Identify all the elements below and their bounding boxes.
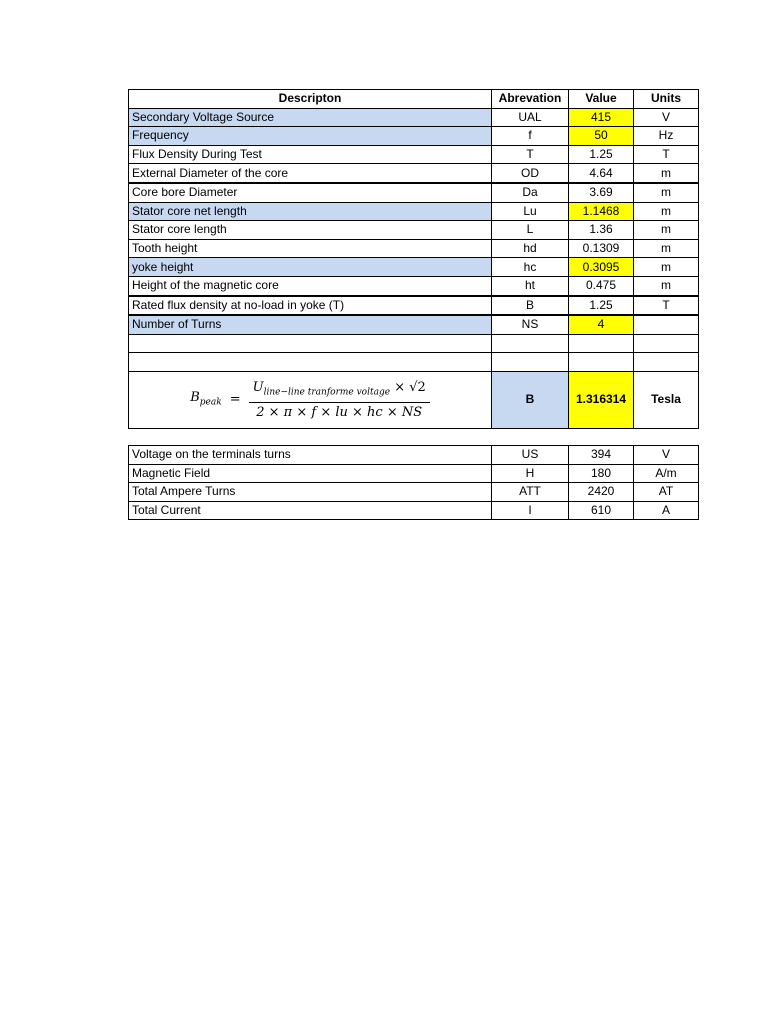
row-value: 0.1309 xyxy=(569,239,634,258)
row-unit: m xyxy=(634,202,699,221)
row-description: Frequency xyxy=(129,127,492,146)
table-row xyxy=(129,315,699,334)
row-unit: T xyxy=(634,145,699,164)
row-abbreviation: Da xyxy=(492,183,569,202)
row-unit: Hz xyxy=(634,127,699,146)
table-row xyxy=(129,145,699,164)
formula-row xyxy=(129,371,699,428)
row-description: Height of the magnetic core xyxy=(129,276,492,295)
row-abbreviation: NS xyxy=(492,315,569,334)
row-value: 180 xyxy=(569,464,634,483)
empty-row xyxy=(129,334,699,353)
table-row xyxy=(129,127,699,146)
row-value: 0.3095 xyxy=(569,258,634,277)
row-description: Total Ampere Turns xyxy=(129,483,492,502)
row-unit: A xyxy=(634,501,699,520)
header-row xyxy=(129,90,699,109)
table-row xyxy=(129,501,699,520)
row-abbreviation: ATT xyxy=(492,483,569,502)
row-value: 4 xyxy=(569,315,634,334)
formula-lhs: $B_{peak}$ xyxy=(190,389,222,408)
header-abbreviation: Abrevation xyxy=(492,90,569,109)
row-value: 50 xyxy=(569,127,634,146)
row-description: Number of Turns xyxy=(129,315,492,334)
header-value: Value xyxy=(569,90,634,109)
formula-cell xyxy=(129,371,492,428)
bpeak-formula xyxy=(190,379,430,422)
row-unit: m xyxy=(634,164,699,183)
row-unit: m xyxy=(634,276,699,295)
table-row xyxy=(129,202,699,221)
row-description: Magnetic Field xyxy=(129,464,492,483)
parameters-table xyxy=(128,89,699,429)
row-abbreviation: f xyxy=(492,127,569,146)
row-value: 1.25 xyxy=(569,145,634,164)
row-description: Voltage on the terminals turns xyxy=(129,446,492,465)
formula-value: 1.316314 xyxy=(569,371,634,428)
formula-abbreviation: B xyxy=(492,371,569,428)
row-value: 3.69 xyxy=(569,183,634,202)
row-abbreviation: H xyxy=(492,464,569,483)
table-row xyxy=(129,258,699,277)
row-description: Secondary Voltage Source xyxy=(129,108,492,127)
row-unit: V xyxy=(634,446,699,465)
row-description: Rated flux density at no-load in yoke (T) xyxy=(129,296,492,316)
row-value: 610 xyxy=(569,501,634,520)
row-unit: m xyxy=(634,221,699,240)
row-abbreviation: T xyxy=(492,145,569,164)
table-row xyxy=(129,276,699,295)
row-unit: V xyxy=(634,108,699,127)
row-unit: AT xyxy=(634,483,699,502)
row-unit: m xyxy=(634,183,699,202)
row-value: 415 xyxy=(569,108,634,127)
formula-equals: = xyxy=(229,392,241,408)
header-description: Descripton xyxy=(129,90,492,109)
row-unit: m xyxy=(634,258,699,277)
table-row xyxy=(129,239,699,258)
table-row xyxy=(129,108,699,127)
row-abbreviation: UAL xyxy=(492,108,569,127)
table-row xyxy=(129,221,699,240)
row-description: Stator core net length xyxy=(129,202,492,221)
table-row xyxy=(129,483,699,502)
row-abbreviation: Lu xyxy=(492,202,569,221)
table-row xyxy=(129,296,699,316)
table-row xyxy=(129,446,699,465)
row-abbreviation: hc xyxy=(492,258,569,277)
row-value: 0.475 xyxy=(569,276,634,295)
row-abbreviation: OD xyxy=(492,164,569,183)
row-abbreviation: B xyxy=(492,296,569,316)
formula-denominator: 2 × π × f × lu × hc × NS xyxy=(256,405,423,421)
row-unit xyxy=(634,315,699,334)
row-unit: T xyxy=(634,296,699,316)
row-abbreviation: I xyxy=(492,501,569,520)
empty-row xyxy=(129,353,699,372)
formula-numerator: $U_{line-line tranforme voltage} \times √2$ xyxy=(249,379,430,404)
row-abbreviation: hd xyxy=(492,239,569,258)
row-abbreviation: US xyxy=(492,446,569,465)
header-units: Units xyxy=(634,90,699,109)
row-value: 394 xyxy=(569,446,634,465)
row-description: External Diameter of the core xyxy=(129,164,492,183)
row-value: 1.36 xyxy=(569,221,634,240)
row-value: 2420 xyxy=(569,483,634,502)
row-description: Total Current xyxy=(129,501,492,520)
row-description: Stator core length xyxy=(129,221,492,240)
table-row xyxy=(129,464,699,483)
formula-unit: Tesla xyxy=(634,371,699,428)
table-row xyxy=(129,183,699,202)
row-unit: A/m xyxy=(634,464,699,483)
row-description: yoke height xyxy=(129,258,492,277)
formula-fraction xyxy=(249,379,430,422)
row-value: 1.25 xyxy=(569,296,634,316)
row-description: Flux Density During Test xyxy=(129,145,492,164)
row-unit: m xyxy=(634,239,699,258)
results-table xyxy=(128,445,699,520)
row-value: 1.1468 xyxy=(569,202,634,221)
row-abbreviation: L xyxy=(492,221,569,240)
table-row xyxy=(129,164,699,183)
row-description: Core bore Diameter xyxy=(129,183,492,202)
row-abbreviation: ht xyxy=(492,276,569,295)
row-value: 4.64 xyxy=(569,164,634,183)
row-description: Tooth height xyxy=(129,239,492,258)
